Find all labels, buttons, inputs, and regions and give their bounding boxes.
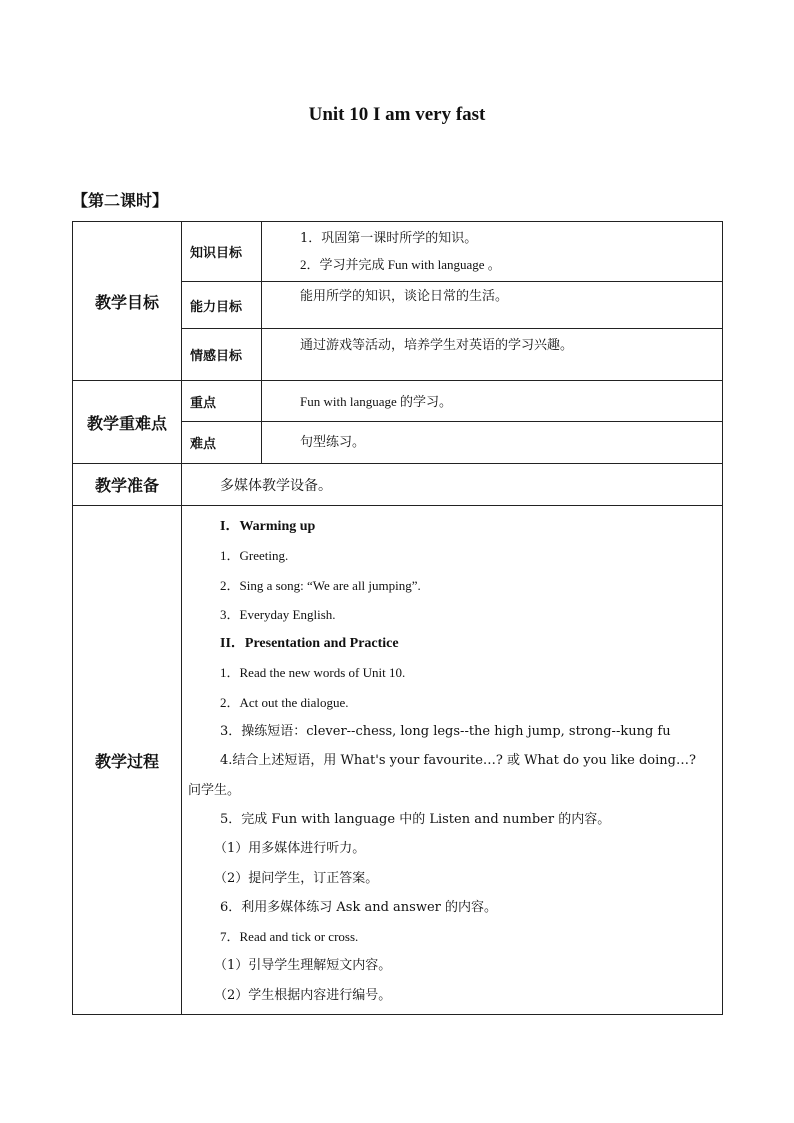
process-step: 2．Sing a song: “We are all jumping”. xyxy=(220,577,421,593)
section-heading: I．Warming up xyxy=(220,519,316,534)
document-title: Unit 10 I am very fast xyxy=(308,104,486,125)
difficulty-text: 句型练习。 xyxy=(262,422,723,464)
process-label: 教学过程 xyxy=(73,506,182,1015)
process-step: 1．Read the new words of Unit 10. xyxy=(220,665,406,681)
process-substep: （1）引导学生理解短文内容。 xyxy=(214,958,392,974)
ability-goal-label: 能力目标 xyxy=(182,282,262,329)
emotion-goal-text: 通过游戏等活动，培养学生对英语的学习兴趣。 xyxy=(262,329,723,381)
lesson-label: 【第二课时】 xyxy=(72,191,169,210)
focus-text: Fun with language 的学习。 xyxy=(262,381,723,422)
preparation-text: 多媒体教学设备。 xyxy=(182,464,723,506)
knowledge-goal-cell xyxy=(262,222,723,282)
process-step: 7．Read and tick or cross. xyxy=(220,929,359,945)
emotion-goal-label: 情感目标 xyxy=(182,329,262,381)
knowledge-goal-item: 1．巩固第一课时所学的知识。 xyxy=(300,230,478,246)
process-step: 4.结合上述短语，用 What's your favourite…? 或 What do you like doing…? xyxy=(220,753,696,769)
process-substep: （2）提问学生，订正答案。 xyxy=(214,870,379,886)
difficulty-label: 难点 xyxy=(182,422,262,464)
process-cell xyxy=(182,506,723,1015)
process-substep: （2）学生根据内容进行编号。 xyxy=(214,987,392,1003)
key-points-label: 教学重难点 xyxy=(73,381,182,464)
process-step: 2．Act out the dialogue. xyxy=(220,694,349,710)
process-step: 5．完成 Fun with language 中的 Listen and number 的内容。 xyxy=(220,811,611,827)
process-substep: （1）用多媒体进行听力。 xyxy=(214,841,366,857)
preparation-label: 教学准备 xyxy=(73,464,182,506)
focus-label: 重点 xyxy=(182,381,262,422)
ability-goal-text: 能用所学的知识，谈论日常的生活。 xyxy=(262,282,723,329)
process-step: 3．Everyday English. xyxy=(220,606,336,622)
knowledge-goal-item: 2．学习并完成 Fun with language 。 xyxy=(300,256,501,272)
lesson-plan-table xyxy=(72,221,723,1015)
process-step: 3．操练短语：clever--chess, long legs--the high jump, strong--kung fu xyxy=(220,724,671,740)
process-step: 6．利用多媒体练习 Ask and answer 的内容。 xyxy=(220,899,498,915)
process-step-continuation: 问学生。 xyxy=(188,782,241,798)
knowledge-goal-label: 知识目标 xyxy=(182,222,262,282)
objectives-label: 教学目标 xyxy=(73,222,182,381)
section-heading: II．Presentation and Practice xyxy=(220,636,399,652)
process-step: 1．Greeting. xyxy=(220,548,289,564)
